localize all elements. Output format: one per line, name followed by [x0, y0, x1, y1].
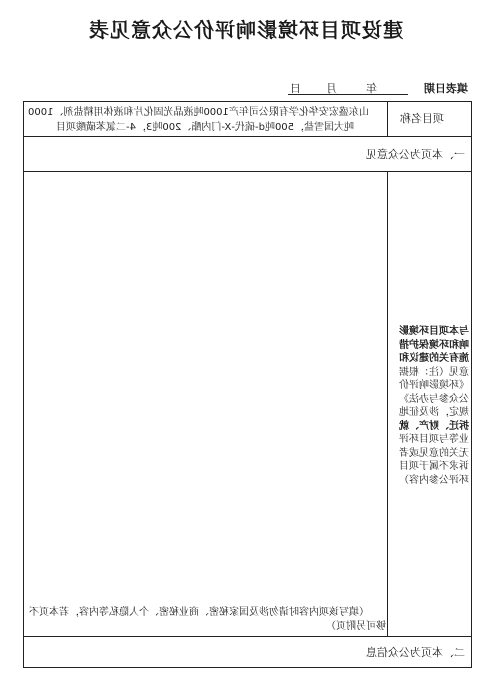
opinion-form-table — [23, 101, 472, 668]
instruction-line: 业等与项目环评 — [399, 434, 469, 445]
instruction-line: 响和环境保护措 — [399, 339, 469, 351]
privacy-note-line2: 够可另附页） — [326, 621, 386, 632]
privacy-note-line1: （填写该项内容时请勿涉及国家秘密、商业秘密、个人隐私等内容，若本页不 — [29, 607, 369, 618]
instruction-line: 公众参与办法》 — [399, 393, 469, 405]
date-underline — [288, 94, 408, 95]
project-name-line2: 吨大国雪盐，500吨d-硫代-X-门内酯、200吨3，4-二氯苯磺酸项目 — [56, 122, 355, 133]
page-title-text: 建设项目环境影响评价公众意见表 — [88, 18, 403, 42]
date-day: 日 — [290, 82, 301, 95]
date-year: 年 — [366, 82, 377, 95]
date-label: 填表日期 — [424, 82, 468, 95]
opinion-instructions — [391, 325, 469, 487]
project-name-label: 项目名称 — [400, 112, 444, 125]
row-divider-section1 — [24, 171, 471, 172]
col-divider-project — [387, 102, 388, 136]
section2-heading: 二、本页为公众信息 — [366, 646, 465, 659]
instruction-line: 与本项目环境影 — [399, 326, 469, 337]
project-name-line1: 山东盛宏安华化学有限公司年产1000吨液晶光固化片和液体用精盐剂、1000 — [28, 107, 369, 118]
col-divider-opinion — [387, 171, 388, 636]
instruction-line: 规定，涉及征地 — [399, 407, 469, 418]
instruction-line: 《环境影响评价 — [399, 380, 469, 391]
fill-date-row — [288, 80, 468, 96]
instruction-line: 拆迁、财产、就 — [399, 420, 469, 432]
row-divider-project — [24, 136, 471, 137]
instruction-line: 环评公参内容） — [399, 474, 469, 486]
instruction-line: 无关的意见或者 — [399, 447, 469, 459]
page-title — [0, 14, 491, 43]
date-month: 月 — [326, 82, 337, 95]
row-divider-section2 — [24, 636, 471, 637]
instruction-line: 意见（注：根据 — [399, 366, 469, 378]
instruction-line: 施有关的建议和 — [399, 353, 469, 364]
instruction-line: 诉求不属于项目 — [399, 461, 469, 472]
section1-heading: 一、本页为公众意见 — [366, 148, 465, 161]
